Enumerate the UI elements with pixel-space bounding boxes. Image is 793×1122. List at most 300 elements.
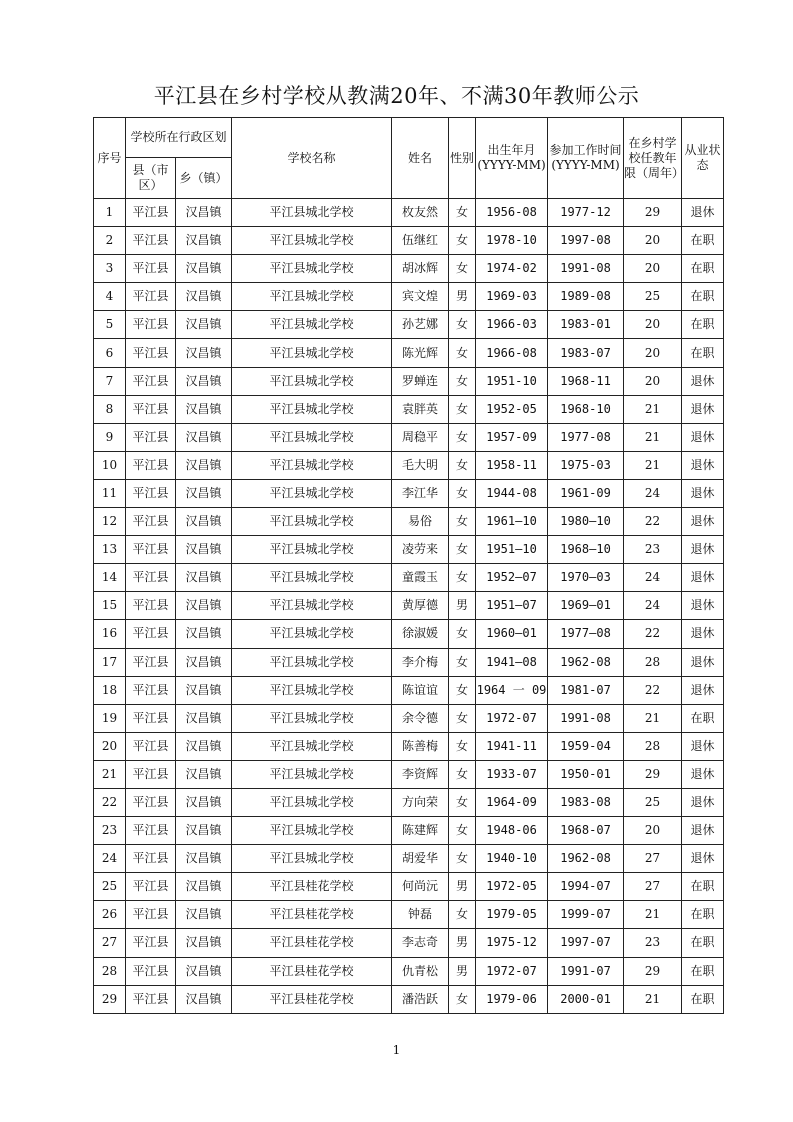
birth-date: 1933-07 xyxy=(476,760,548,788)
employment-status: 退休 xyxy=(682,676,724,704)
gender-cell: 女 xyxy=(449,985,476,1013)
service-years: 20 xyxy=(624,817,682,845)
birth-date: 1975-12 xyxy=(476,929,548,957)
table-row xyxy=(94,536,724,564)
service-years: 20 xyxy=(624,311,682,339)
table-row xyxy=(94,311,724,339)
table-row xyxy=(94,620,724,648)
county-cell: 平江县 xyxy=(126,760,176,788)
county-cell: 平江县 xyxy=(126,845,176,873)
school-cell: 平江县桂花学校 xyxy=(232,873,392,901)
teacher-name: 宾文煌 xyxy=(392,283,449,311)
work-start-date: 1961-09 xyxy=(548,479,624,507)
employment-status: 退休 xyxy=(682,760,724,788)
school-cell: 平江县城北学校 xyxy=(232,479,392,507)
employment-status: 在职 xyxy=(682,873,724,901)
service-years: 21 xyxy=(624,451,682,479)
birth-date: 1966-08 xyxy=(476,339,548,367)
school-cell: 平江县城北学校 xyxy=(232,451,392,479)
town-cell: 汉昌镇 xyxy=(176,536,232,564)
teacher-name: 陈善梅 xyxy=(392,732,449,760)
employment-status: 退休 xyxy=(682,395,724,423)
employment-status: 在职 xyxy=(682,901,724,929)
county-cell: 平江县 xyxy=(126,817,176,845)
row-number: 21 xyxy=(94,760,126,788)
birth-date: 1957-09 xyxy=(476,423,548,451)
town-cell: 汉昌镇 xyxy=(176,339,232,367)
service-years: 28 xyxy=(624,732,682,760)
birth-date: 1940-10 xyxy=(476,845,548,873)
table-row xyxy=(94,423,724,451)
table-body xyxy=(94,199,724,1014)
work-start-date: 1983-01 xyxy=(548,311,624,339)
birth-date: 1944-08 xyxy=(476,479,548,507)
school-cell: 平江县城北学校 xyxy=(232,311,392,339)
school-cell: 平江县城北学校 xyxy=(232,676,392,704)
gender-cell: 男 xyxy=(449,592,476,620)
gender-cell: 女 xyxy=(449,339,476,367)
work-start-date: 1989-08 xyxy=(548,283,624,311)
teacher-name: 陈建辉 xyxy=(392,817,449,845)
row-number: 11 xyxy=(94,479,126,507)
county-cell: 平江县 xyxy=(126,255,176,283)
table-row xyxy=(94,367,724,395)
service-years: 22 xyxy=(624,676,682,704)
town-cell: 汉昌镇 xyxy=(176,957,232,985)
teacher-name: 毛大明 xyxy=(392,451,449,479)
row-number: 16 xyxy=(94,620,126,648)
county-cell: 平江县 xyxy=(126,788,176,816)
header-gender: 性别 xyxy=(449,118,476,199)
town-cell: 汉昌镇 xyxy=(176,311,232,339)
service-years: 20 xyxy=(624,367,682,395)
work-start-date: 1991-08 xyxy=(548,255,624,283)
birth-date: 1952-05 xyxy=(476,395,548,423)
work-start-date: 1991-08 xyxy=(548,704,624,732)
school-cell: 平江县城北学校 xyxy=(232,788,392,816)
birth-date: 1956-08 xyxy=(476,199,548,227)
row-number: 20 xyxy=(94,732,126,760)
birth-date: 1951-10 xyxy=(476,367,548,395)
gender-cell: 男 xyxy=(449,929,476,957)
employment-status: 在职 xyxy=(682,227,724,255)
county-cell: 平江县 xyxy=(126,985,176,1013)
gender-cell: 女 xyxy=(449,255,476,283)
town-cell: 汉昌镇 xyxy=(176,760,232,788)
birth-date: 1964-09 xyxy=(476,788,548,816)
header-years: 在乡村学校任教年限（周年） xyxy=(624,118,682,199)
teacher-name: 伍继红 xyxy=(392,227,449,255)
service-years: 28 xyxy=(624,648,682,676)
service-years: 20 xyxy=(624,255,682,283)
work-start-date: 1997-08 xyxy=(548,227,624,255)
table-row xyxy=(94,199,724,227)
school-cell: 平江县城北学校 xyxy=(232,339,392,367)
teacher-table xyxy=(93,117,724,1014)
gender-cell: 女 xyxy=(449,564,476,592)
header-seq: 序号 xyxy=(94,118,126,199)
employment-status: 在职 xyxy=(682,283,724,311)
county-cell: 平江县 xyxy=(126,395,176,423)
service-years: 20 xyxy=(624,339,682,367)
gender-cell: 女 xyxy=(449,648,476,676)
work-start-date: 1981-07 xyxy=(548,676,624,704)
service-years: 24 xyxy=(624,592,682,620)
row-number: 29 xyxy=(94,985,126,1013)
employment-status: 退休 xyxy=(682,817,724,845)
county-cell: 平江县 xyxy=(126,873,176,901)
gender-cell: 女 xyxy=(449,704,476,732)
gender-cell: 女 xyxy=(449,199,476,227)
table-row xyxy=(94,564,724,592)
table-row xyxy=(94,817,724,845)
header-school: 学校名称 xyxy=(232,118,392,199)
birth-date: 1978-10 xyxy=(476,227,548,255)
teacher-name: 李介梅 xyxy=(392,648,449,676)
town-cell: 汉昌镇 xyxy=(176,592,232,620)
service-years: 23 xyxy=(624,929,682,957)
row-number: 15 xyxy=(94,592,126,620)
teacher-name: 李资辉 xyxy=(392,760,449,788)
teacher-name: 李江华 xyxy=(392,479,449,507)
header-region: 学校所在行政区划 xyxy=(126,118,232,158)
county-cell: 平江县 xyxy=(126,620,176,648)
county-cell: 平江县 xyxy=(126,536,176,564)
gender-cell: 男 xyxy=(449,957,476,985)
employment-status: 退休 xyxy=(682,845,724,873)
county-cell: 平江县 xyxy=(126,311,176,339)
county-cell: 平江县 xyxy=(126,367,176,395)
service-years: 23 xyxy=(624,536,682,564)
town-cell: 汉昌镇 xyxy=(176,395,232,423)
gender-cell: 女 xyxy=(449,536,476,564)
gender-cell: 女 xyxy=(449,676,476,704)
town-cell: 汉昌镇 xyxy=(176,620,232,648)
table-row xyxy=(94,451,724,479)
birth-date: 1960—01 xyxy=(476,620,548,648)
header-status: 从业状态 xyxy=(682,118,724,199)
work-start-date: 1962-08 xyxy=(548,845,624,873)
row-number: 8 xyxy=(94,395,126,423)
header-town: 乡（镇） xyxy=(176,158,232,199)
work-start-date: 1975-03 xyxy=(548,451,624,479)
town-cell: 汉昌镇 xyxy=(176,227,232,255)
employment-status: 退休 xyxy=(682,788,724,816)
town-cell: 汉昌镇 xyxy=(176,283,232,311)
employment-status: 退休 xyxy=(682,536,724,564)
service-years: 27 xyxy=(624,845,682,873)
row-number: 7 xyxy=(94,367,126,395)
birth-date: 1952—07 xyxy=(476,564,548,592)
town-cell: 汉昌镇 xyxy=(176,676,232,704)
table-row xyxy=(94,479,724,507)
birth-date: 1951—07 xyxy=(476,592,548,620)
row-number: 10 xyxy=(94,451,126,479)
school-cell: 平江县城北学校 xyxy=(232,620,392,648)
county-cell: 平江县 xyxy=(126,339,176,367)
county-cell: 平江县 xyxy=(126,732,176,760)
work-start-date: 1968-07 xyxy=(548,817,624,845)
row-number: 14 xyxy=(94,564,126,592)
work-start-date: 1994-07 xyxy=(548,873,624,901)
gender-cell: 女 xyxy=(449,227,476,255)
teacher-name: 袁胖英 xyxy=(392,395,449,423)
teacher-name: 孙艺娜 xyxy=(392,311,449,339)
school-cell: 平江县城北学校 xyxy=(232,760,392,788)
work-start-date: 1983-08 xyxy=(548,788,624,816)
school-cell: 平江县桂花学校 xyxy=(232,985,392,1013)
teacher-name: 徐淑媛 xyxy=(392,620,449,648)
work-start-date: 1991-07 xyxy=(548,957,624,985)
teacher-name: 胡冰辉 xyxy=(392,255,449,283)
town-cell: 汉昌镇 xyxy=(176,367,232,395)
row-number: 6 xyxy=(94,339,126,367)
service-years: 25 xyxy=(624,283,682,311)
county-cell: 平江县 xyxy=(126,929,176,957)
table-row xyxy=(94,676,724,704)
school-cell: 平江县城北学校 xyxy=(232,732,392,760)
row-number: 26 xyxy=(94,901,126,929)
birth-date: 1964 一 09 xyxy=(476,676,548,704)
employment-status: 在职 xyxy=(682,985,724,1013)
table-row xyxy=(94,227,724,255)
employment-status: 在职 xyxy=(682,339,724,367)
service-years: 29 xyxy=(624,760,682,788)
county-cell: 平江县 xyxy=(126,199,176,227)
county-cell: 平江县 xyxy=(126,564,176,592)
town-cell: 汉昌镇 xyxy=(176,423,232,451)
work-start-date: 1983-07 xyxy=(548,339,624,367)
birth-date: 1941—08 xyxy=(476,648,548,676)
gender-cell: 女 xyxy=(449,845,476,873)
table-row xyxy=(94,845,724,873)
county-cell: 平江县 xyxy=(126,901,176,929)
teacher-name: 何尚沅 xyxy=(392,873,449,901)
teacher-name: 李志奇 xyxy=(392,929,449,957)
employment-status: 退休 xyxy=(682,423,724,451)
teacher-name: 方向荣 xyxy=(392,788,449,816)
row-number: 2 xyxy=(94,227,126,255)
town-cell: 汉昌镇 xyxy=(176,255,232,283)
school-cell: 平江县城北学校 xyxy=(232,508,392,536)
gender-cell: 女 xyxy=(449,311,476,339)
service-years: 29 xyxy=(624,199,682,227)
row-number: 28 xyxy=(94,957,126,985)
table-row xyxy=(94,957,724,985)
teacher-name: 枚友然 xyxy=(392,199,449,227)
teacher-name: 钟磊 xyxy=(392,901,449,929)
town-cell: 汉昌镇 xyxy=(176,788,232,816)
town-cell: 汉昌镇 xyxy=(176,704,232,732)
gender-cell: 女 xyxy=(449,395,476,423)
gender-cell: 女 xyxy=(449,620,476,648)
town-cell: 汉昌镇 xyxy=(176,873,232,901)
employment-status: 在职 xyxy=(682,704,724,732)
school-cell: 平江县城北学校 xyxy=(232,395,392,423)
employment-status: 在职 xyxy=(682,255,724,283)
employment-status: 退休 xyxy=(682,367,724,395)
school-cell: 平江县城北学校 xyxy=(232,255,392,283)
gender-cell: 女 xyxy=(449,479,476,507)
school-cell: 平江县城北学校 xyxy=(232,367,392,395)
service-years: 29 xyxy=(624,957,682,985)
teacher-name: 陈光辉 xyxy=(392,339,449,367)
town-cell: 汉昌镇 xyxy=(176,901,232,929)
service-years: 21 xyxy=(624,395,682,423)
work-start-date: 1969—01 xyxy=(548,592,624,620)
work-start-date: 1999-07 xyxy=(548,901,624,929)
work-start-date: 1968-10 xyxy=(548,395,624,423)
work-start-date: 1962-08 xyxy=(548,648,624,676)
school-cell: 平江县城北学校 xyxy=(232,227,392,255)
birth-date: 1969-03 xyxy=(476,283,548,311)
county-cell: 平江县 xyxy=(126,957,176,985)
employment-status: 在职 xyxy=(682,311,724,339)
row-number: 5 xyxy=(94,311,126,339)
work-start-date: 1977—08 xyxy=(548,620,624,648)
table-row xyxy=(94,788,724,816)
work-start-date: 2000-01 xyxy=(548,985,624,1013)
table-row xyxy=(94,592,724,620)
work-start-date: 1977-12 xyxy=(548,199,624,227)
work-start-date: 1977-08 xyxy=(548,423,624,451)
row-number: 23 xyxy=(94,817,126,845)
table-row xyxy=(94,985,724,1013)
county-cell: 平江县 xyxy=(126,676,176,704)
employment-status: 退休 xyxy=(682,732,724,760)
school-cell: 平江县桂花学校 xyxy=(232,957,392,985)
birth-date: 1979-06 xyxy=(476,985,548,1013)
table-row xyxy=(94,929,724,957)
gender-cell: 男 xyxy=(449,283,476,311)
gender-cell: 女 xyxy=(449,817,476,845)
county-cell: 平江县 xyxy=(126,648,176,676)
school-cell: 平江县城北学校 xyxy=(232,704,392,732)
gender-cell: 女 xyxy=(449,451,476,479)
gender-cell: 女 xyxy=(449,901,476,929)
table-row xyxy=(94,760,724,788)
county-cell: 平江县 xyxy=(126,283,176,311)
employment-status: 退休 xyxy=(682,508,724,536)
birth-date: 1966-03 xyxy=(476,311,548,339)
county-cell: 平江县 xyxy=(126,508,176,536)
row-number: 24 xyxy=(94,845,126,873)
county-cell: 平江县 xyxy=(126,451,176,479)
county-cell: 平江县 xyxy=(126,592,176,620)
gender-cell: 女 xyxy=(449,732,476,760)
birth-date: 1979-05 xyxy=(476,901,548,929)
teacher-name: 余令德 xyxy=(392,704,449,732)
row-number: 17 xyxy=(94,648,126,676)
teacher-name: 易俗 xyxy=(392,508,449,536)
table-row xyxy=(94,339,724,367)
work-start-date: 1959-04 xyxy=(548,732,624,760)
service-years: 22 xyxy=(624,508,682,536)
county-cell: 平江县 xyxy=(126,704,176,732)
teacher-name: 胡爱华 xyxy=(392,845,449,873)
header-birth: 出生年月(YYYY-MM) xyxy=(476,118,548,199)
header-work-start: 参加工作时间(YYYY-MM) xyxy=(548,118,624,199)
service-years: 27 xyxy=(624,873,682,901)
teacher-name: 周稳平 xyxy=(392,423,449,451)
teacher-name: 仇青松 xyxy=(392,957,449,985)
birth-date: 1972-07 xyxy=(476,957,548,985)
row-number: 3 xyxy=(94,255,126,283)
birth-date: 1972-07 xyxy=(476,704,548,732)
school-cell: 平江县城北学校 xyxy=(232,845,392,873)
row-number: 19 xyxy=(94,704,126,732)
header-county: 县（市区） xyxy=(126,158,176,199)
birth-date: 1972-05 xyxy=(476,873,548,901)
town-cell: 汉昌镇 xyxy=(176,929,232,957)
county-cell: 平江县 xyxy=(126,227,176,255)
teacher-name: 潘浩跃 xyxy=(392,985,449,1013)
table-row xyxy=(94,283,724,311)
page-title: 平江县在乡村学校从教满20年、不满30年教师公示 xyxy=(153,84,640,108)
employment-status: 在职 xyxy=(682,957,724,985)
town-cell: 汉昌镇 xyxy=(176,479,232,507)
work-start-date: 1980—10 xyxy=(548,508,624,536)
employment-status: 退休 xyxy=(682,592,724,620)
county-cell: 平江县 xyxy=(126,423,176,451)
work-start-date: 1968—10 xyxy=(548,536,624,564)
employment-status: 退休 xyxy=(682,479,724,507)
table-row xyxy=(94,508,724,536)
service-years: 21 xyxy=(624,704,682,732)
birth-date: 1948-06 xyxy=(476,817,548,845)
row-number: 18 xyxy=(94,676,126,704)
service-years: 22 xyxy=(624,620,682,648)
teacher-name: 凌劳来 xyxy=(392,536,449,564)
gender-cell: 女 xyxy=(449,788,476,816)
row-number: 27 xyxy=(94,929,126,957)
school-cell: 平江县城北学校 xyxy=(232,817,392,845)
table-row xyxy=(94,648,724,676)
header-name: 姓名 xyxy=(392,118,449,199)
table-row xyxy=(94,704,724,732)
service-years: 25 xyxy=(624,788,682,816)
teacher-name: 罗蝉连 xyxy=(392,367,449,395)
employment-status: 在职 xyxy=(682,929,724,957)
teacher-name: 黄厚德 xyxy=(392,592,449,620)
county-cell: 平江县 xyxy=(126,479,176,507)
birth-date: 1958-11 xyxy=(476,451,548,479)
row-number: 22 xyxy=(94,788,126,816)
service-years: 21 xyxy=(624,901,682,929)
service-years: 21 xyxy=(624,423,682,451)
employment-status: 退休 xyxy=(682,648,724,676)
school-cell: 平江县城北学校 xyxy=(232,648,392,676)
employment-status: 退休 xyxy=(682,199,724,227)
employment-status: 退休 xyxy=(682,564,724,592)
service-years: 20 xyxy=(624,227,682,255)
row-number: 13 xyxy=(94,536,126,564)
row-number: 25 xyxy=(94,873,126,901)
town-cell: 汉昌镇 xyxy=(176,732,232,760)
school-cell: 平江县桂花学校 xyxy=(232,901,392,929)
table-row xyxy=(94,901,724,929)
gender-cell: 女 xyxy=(449,423,476,451)
employment-status: 退休 xyxy=(682,620,724,648)
town-cell: 汉昌镇 xyxy=(176,199,232,227)
school-cell: 平江县城北学校 xyxy=(232,536,392,564)
town-cell: 汉昌镇 xyxy=(176,564,232,592)
birth-date: 1961—10 xyxy=(476,508,548,536)
service-years: 21 xyxy=(624,985,682,1013)
row-number: 9 xyxy=(94,423,126,451)
town-cell: 汉昌镇 xyxy=(176,648,232,676)
page-number: 1 xyxy=(392,1043,401,1057)
